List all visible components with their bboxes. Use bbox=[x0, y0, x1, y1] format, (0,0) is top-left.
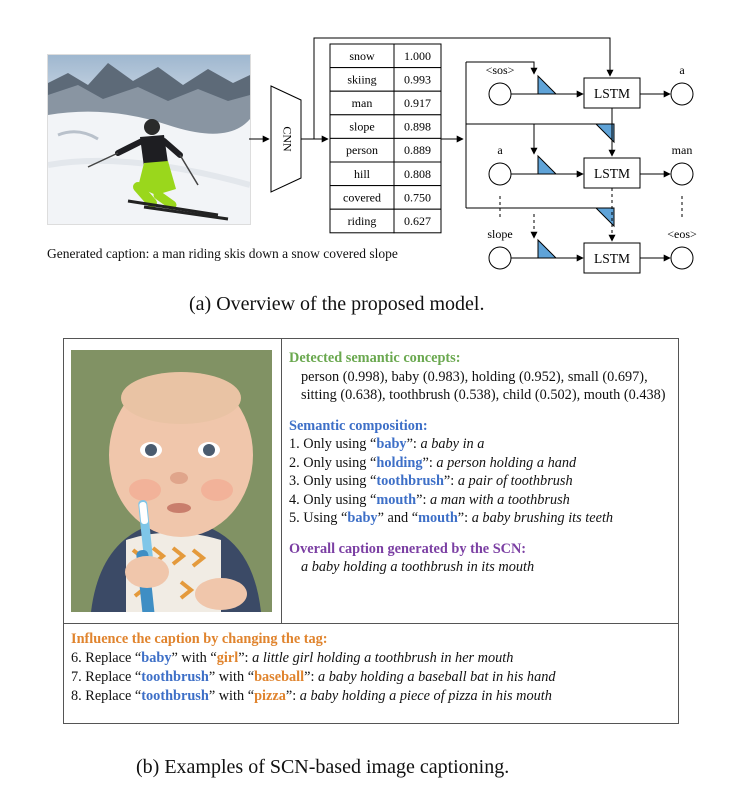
baby-photo bbox=[71, 350, 272, 612]
tag-score: 1.000 bbox=[404, 48, 431, 63]
tag-score: 0.808 bbox=[404, 166, 431, 181]
replace-line-7: 7. Replace “toothbrush” with “baseball”: a baby holding a baseball bat in his hand bbox=[71, 669, 556, 685]
tag-influence bbox=[71, 630, 671, 706]
detected-heading: Detected semantic concepts: bbox=[289, 350, 461, 366]
tag-word: slope bbox=[349, 119, 375, 134]
composition-line-4: 4. Only using “mouth”: a man with a toothbrush bbox=[289, 491, 570, 508]
generated-caption: Generated caption: a man riding skis down a snow covered slope bbox=[47, 246, 398, 261]
output-word-3: <eos> bbox=[667, 227, 697, 241]
influence-heading: Influence the caption by changing the tag: bbox=[71, 631, 328, 647]
model-diagram bbox=[0, 0, 747, 300]
lstm-label-2: LSTM bbox=[593, 166, 631, 181]
overall-caption: a baby holding a toothbrush in its mouth bbox=[301, 559, 535, 575]
replace-line-8: 8. Replace “toothbrush” with “pizza”: a baby holding a piece of pizza in his mouth bbox=[71, 688, 552, 704]
tag-table bbox=[330, 44, 441, 233]
panel-divider-vertical bbox=[281, 339, 282, 623]
figure-caption-b: (b) Examples of SCN-based image captioning. bbox=[136, 756, 510, 778]
tag-word: man bbox=[351, 96, 373, 110]
tag-score: 0.889 bbox=[404, 143, 431, 158]
tag-score: 0.917 bbox=[404, 96, 431, 110]
tag-score: 0.750 bbox=[404, 190, 431, 205]
composition-line-1: 1. Only using “baby”: a baby in a bbox=[289, 436, 485, 452]
cnn-label: CNN bbox=[280, 126, 295, 152]
lstm-label-3: LSTM bbox=[593, 251, 631, 266]
detected-concepts: person (0.998), baby (0.983), holding (0.952), small (0.697), sitting (0.638), toothbrush (0.538), child (0.502), mouth (0.438) bbox=[301, 368, 666, 403]
tag-word: covered bbox=[343, 190, 381, 205]
input-word-2: a bbox=[497, 143, 503, 157]
tag-score: 0.898 bbox=[404, 119, 431, 134]
output-word-2: man bbox=[671, 143, 693, 157]
composition-line-2: 2. Only using “holding”: a person holding a hand bbox=[289, 454, 577, 471]
input-word-3: slope bbox=[487, 227, 513, 241]
output-word-1: a bbox=[679, 63, 685, 77]
overall-heading: Overall caption generated by the SCN: bbox=[289, 540, 527, 557]
panel-divider-horizontal bbox=[64, 623, 678, 624]
replace-line-6: 6. Replace “baby” with “girl”: a little girl holding a toothbrush in her mouth bbox=[71, 650, 514, 666]
tag-word: snow bbox=[349, 48, 375, 63]
scn-details bbox=[289, 349, 674, 577]
input-word-1: <sos> bbox=[485, 63, 515, 77]
tag-word: skiing bbox=[347, 72, 377, 87]
tag-word: hill bbox=[353, 166, 371, 181]
composition-heading: Semantic composition: bbox=[289, 417, 428, 434]
tag-score: 0.627 bbox=[404, 214, 431, 228]
composition-line-3: 3. Only using “toothbrush”: a pair of toothbrush bbox=[289, 473, 573, 489]
figure-caption-a: (a) Overview of the proposed model. bbox=[189, 293, 485, 315]
composition-line-5: 5. Using “baby” and “mouth”: a baby brushing its teeth bbox=[289, 510, 614, 526]
tag-word: person bbox=[346, 143, 378, 158]
tag-score: 0.993 bbox=[404, 72, 431, 87]
lstm-label-1: LSTM bbox=[593, 86, 631, 101]
tag-word: riding bbox=[347, 214, 377, 228]
